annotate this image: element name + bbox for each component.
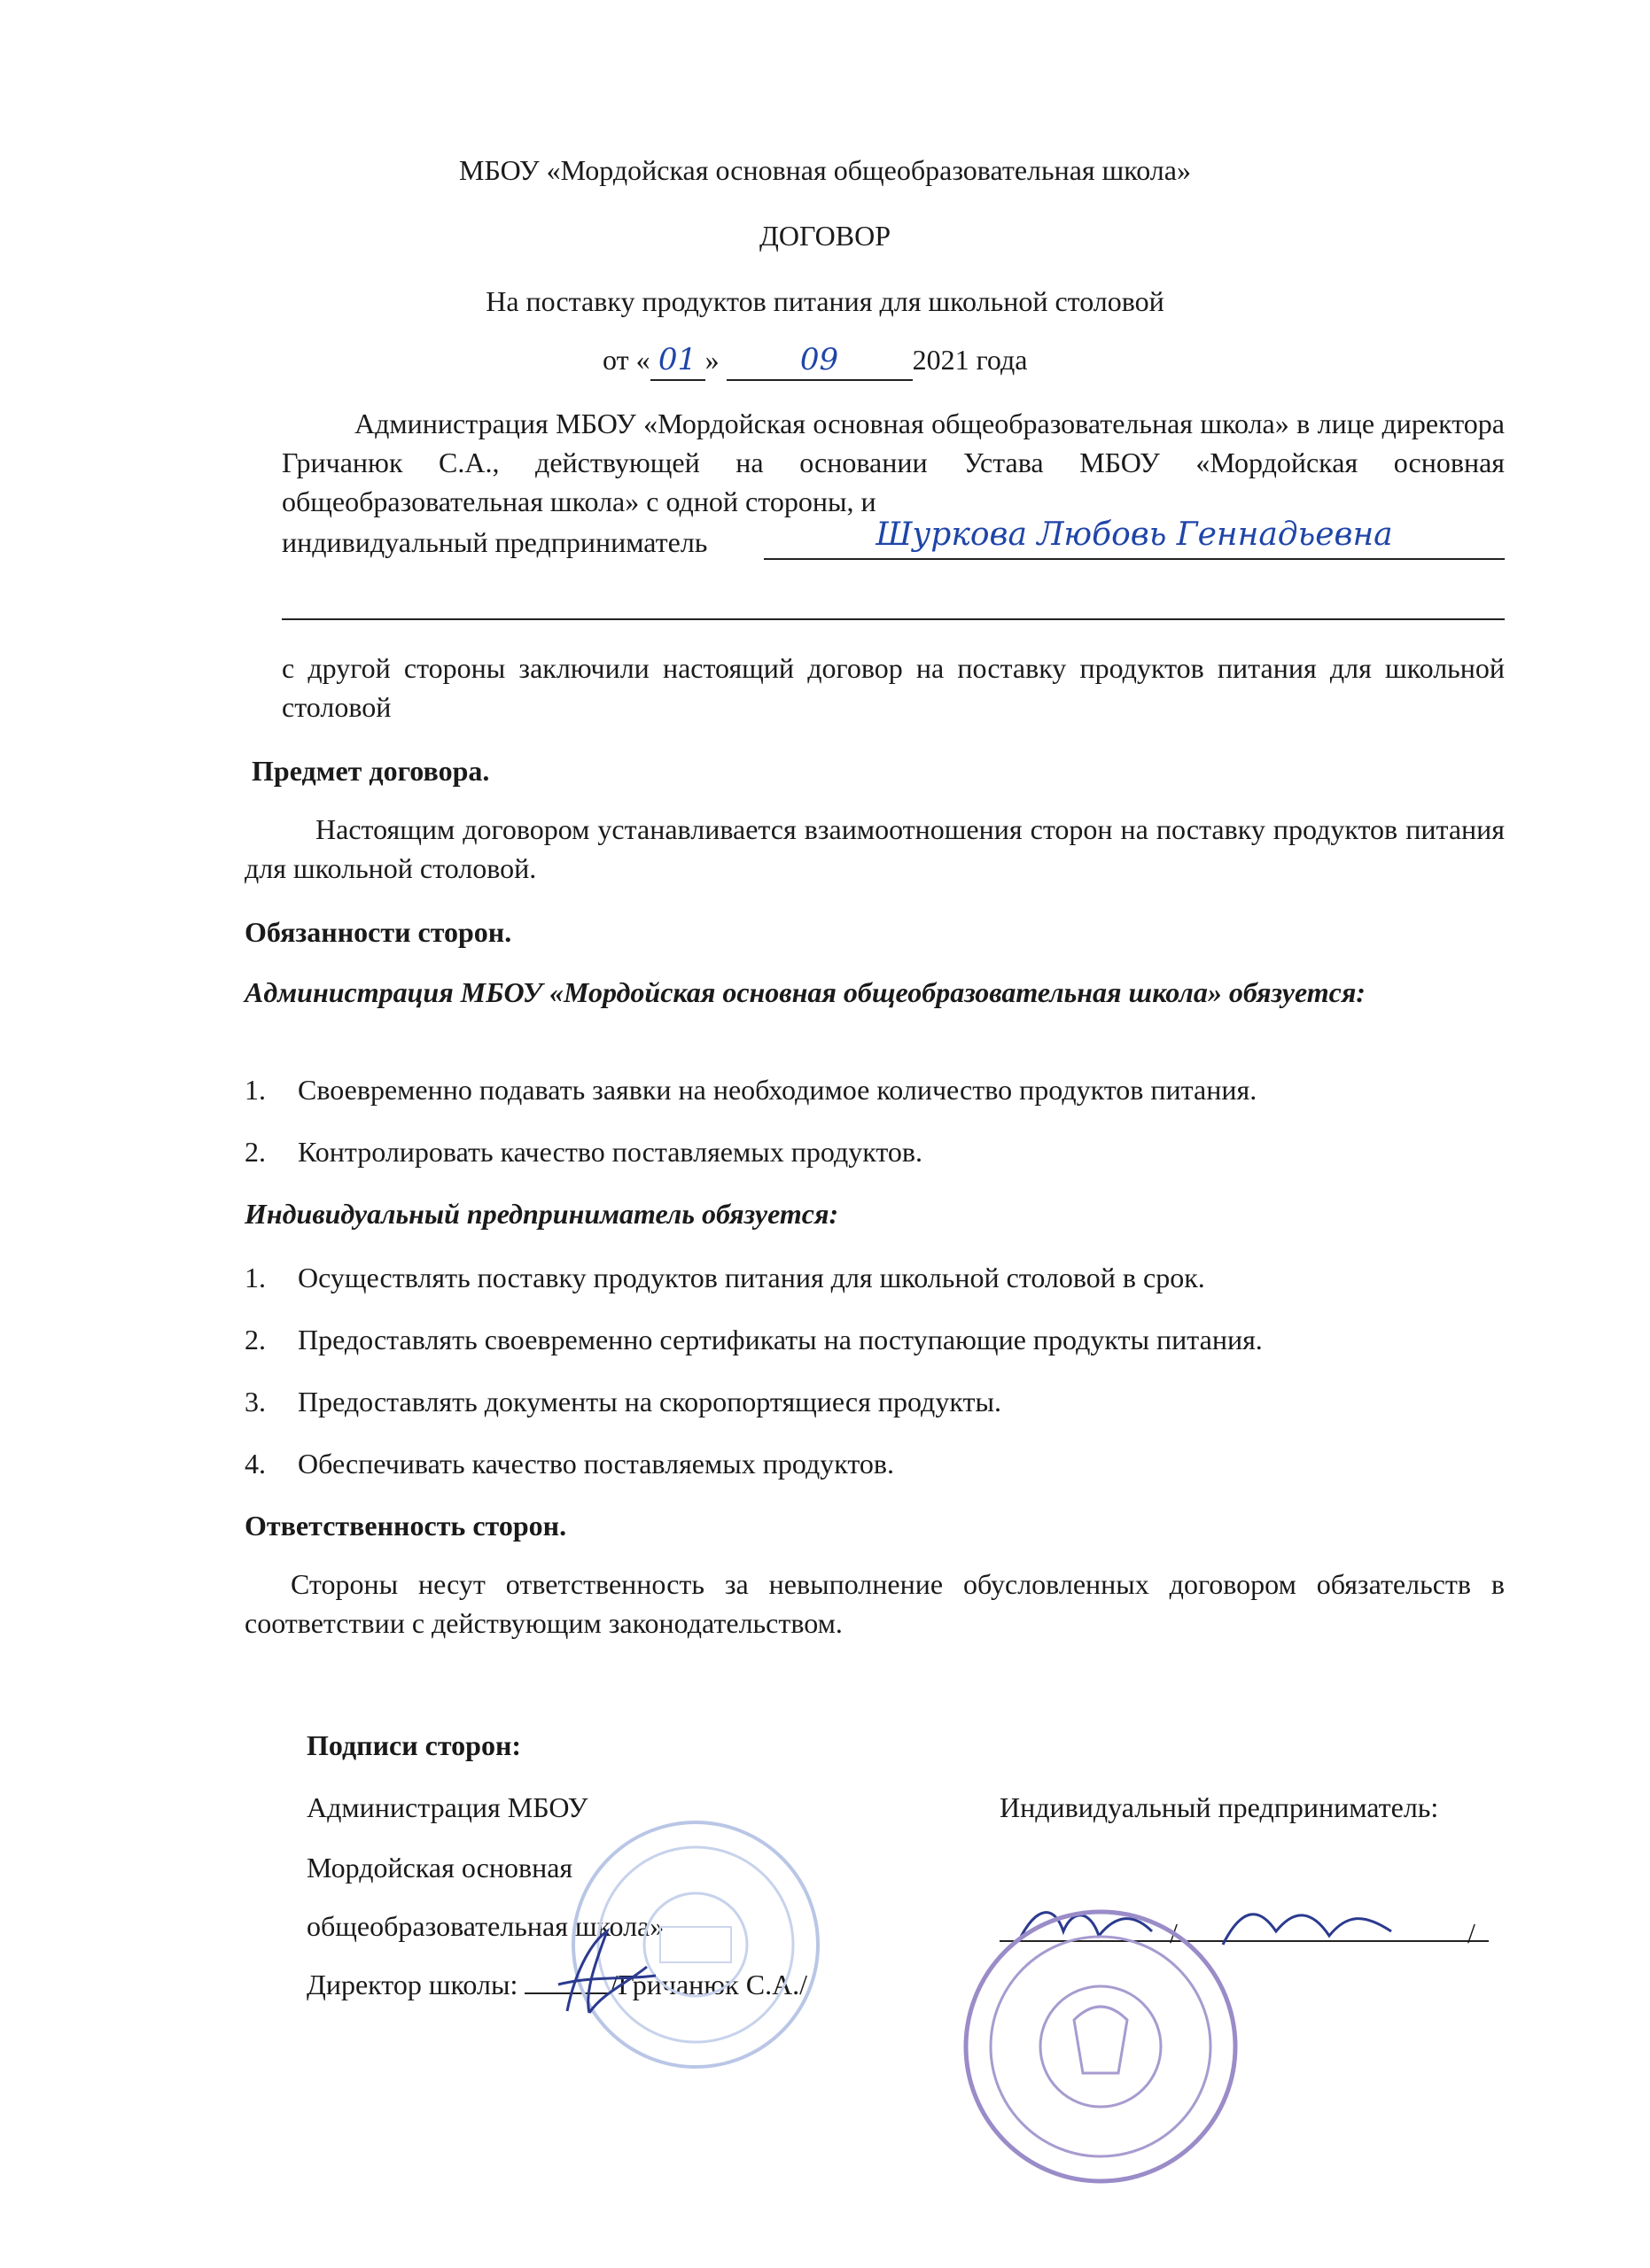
director-name: /Гричанюк С.А./ — [610, 1969, 808, 2000]
list-item — [245, 1074, 1257, 1107]
list-item-text: Предоставлять документы на скоропортящиеся продукты. — [298, 1386, 1001, 1418]
list-item-text: Предоставлять своевременно сертификаты на поступающие продукты питания. — [298, 1324, 1263, 1355]
director-label: Директор школы: — [307, 1969, 518, 2000]
signatures-heading: Подписи сторон: — [307, 1729, 522, 1761]
contract-subject-title: На поставку продуктов питания для школьной столовой — [486, 285, 1164, 317]
list-item-text: Своевременно подавать заявки на необходимое количество продуктов питания. — [298, 1074, 1257, 1106]
date-month: 09 — [727, 340, 913, 381]
blank-line — [282, 618, 1505, 620]
admin-duties-heading: Администрация МБОУ «Мордойская основная общеобразовательная школа» обязуется: — [245, 976, 1366, 1008]
date-prefix: от « — [603, 344, 650, 376]
list-item-number: 4. — [245, 1448, 266, 1480]
list-item — [245, 1324, 1263, 1356]
preamble-paragraph: Администрация МБОУ «Мордойская основная общеобразовательная школа» в лице директора Гричанюк С.А., действующей на основании Устава МБОУ «Мордойская основная общеобразовательная школа» с одной стороны, и — [282, 408, 1505, 517]
subject-heading: Предмет договора. — [252, 755, 490, 787]
list-item-text: Контролировать качество поставляемых продуктов. — [298, 1136, 923, 1168]
list-item — [245, 1262, 1205, 1294]
list-item-number: 3. — [245, 1386, 266, 1418]
list-item-number: 2. — [245, 1136, 266, 1168]
list-item — [245, 1448, 894, 1480]
preamble-paragraph-2: с другой стороны заключили настоящий договор на поставку продуктов питания для школьной столовой — [282, 652, 1505, 723]
date-day: 01 — [650, 340, 705, 381]
entrepreneur-stamp — [959, 1905, 1242, 2188]
school-name: МБОУ «Мордойская основная общеобразовательная школа» — [459, 154, 1191, 186]
responsibility-heading: Ответственность сторон. — [245, 1510, 567, 1542]
list-item — [245, 1136, 922, 1169]
director-signature — [541, 1914, 673, 2029]
right-party-label: Индивидуальный предприниматель: — [1000, 1791, 1439, 1823]
contract-date — [603, 340, 1027, 381]
list-item-text: Осуществлять поставку продуктов питания для школьной столовой в срок. — [298, 1262, 1205, 1293]
list-item-text: Обеспечивать качество поставляемых продуктов. — [298, 1448, 895, 1480]
signature-end-slash: / — [1467, 1917, 1475, 1949]
list-item-number: 2. — [245, 1324, 266, 1355]
date-mid: » — [704, 344, 720, 376]
entrepreneur-name-handwritten: Шуркова Любовь Геннадьевна — [764, 514, 1505, 560]
list-item-number: 1. — [245, 1262, 266, 1293]
subject-text: Настоящим договором устанавливается взаимоотношения сторон на поставку продуктов питания для школьной столовой. — [245, 813, 1505, 884]
left-party-line-2: Мордойская основная — [307, 1852, 573, 1884]
document-type: ДОГОВОР — [759, 220, 891, 252]
left-party-line-1: Администрация МБОУ — [307, 1791, 588, 1823]
list-item-number: 1. — [245, 1074, 266, 1106]
duties-heading: Обязанности сторон. — [245, 916, 512, 948]
list-item — [245, 1386, 1001, 1418]
responsibility-text: Стороны несут ответственность за невыполнение обусловленных договором обязательств в соответствии с действующим законодательством. — [245, 1568, 1505, 1639]
left-party-line-3: общеобразовательная школа» — [307, 1910, 665, 1942]
ip-duties-heading: Индивидуальный предприниматель обязуется: — [245, 1198, 839, 1230]
date-year: 2021 года — [912, 344, 1028, 376]
signature-separator: / — [1170, 1917, 1178, 1949]
entrepreneur-label: индивидуальный предприниматель — [282, 526, 708, 558]
